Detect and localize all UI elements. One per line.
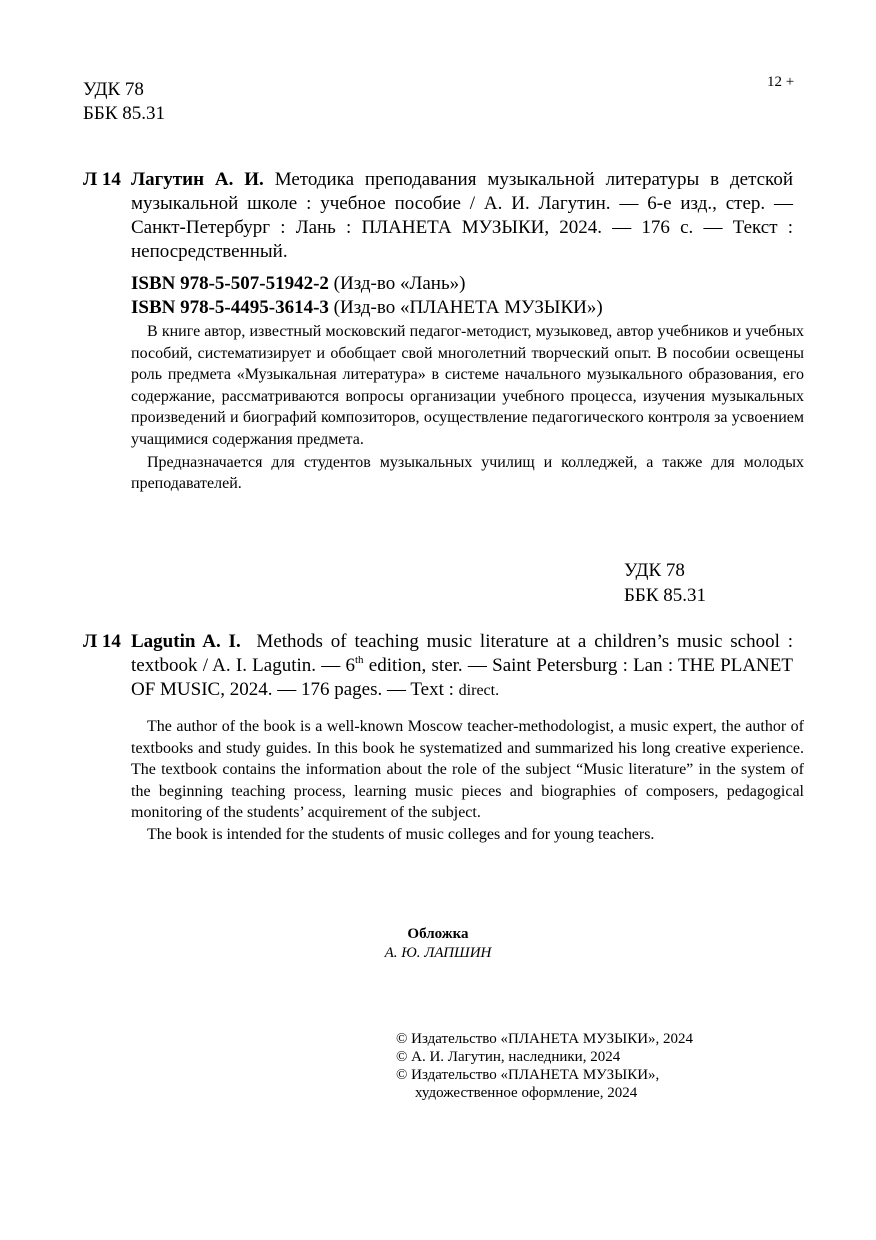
copyright-line: © А. И. Лагутин, наследники, 2024 xyxy=(396,1049,621,1065)
en-bibliographic-entry xyxy=(83,630,793,703)
isbn-number: ISBN 978-5-507-51942-2 xyxy=(131,273,329,294)
age-rating: 12 + xyxy=(767,74,795,90)
copyright-line: художественное оформление, 2024 xyxy=(415,1085,638,1101)
en-entry-text-continued: edition, ster. — Saint Petersburg : Lan : THE PLANET OF MUSIC, 2024. — 176 pages. — Text : xyxy=(131,655,793,700)
en-entry-code: Л 14 xyxy=(83,631,121,652)
en-annotation-paragraph: The author of the book is a well-known Moscow teacher-methodologist, a music expert, the author of textbooks and study guides. In this book he systematized and summarized his long creative experience. The textbook contains the information about the role of the subject “Music literature” in the system of the beginning teaching process, learning music pieces and biographies of composers, pedagogical monitoring of the students’ acquirement of the subject. xyxy=(131,718,804,822)
bbk-code: ББК 85.31 xyxy=(624,585,706,606)
isbn-line-2 xyxy=(131,296,603,320)
copyright-line: © Издательство «ПЛАНЕТА МУЗЫКИ», xyxy=(396,1067,660,1083)
en-annotation xyxy=(131,716,804,846)
en-entry-body xyxy=(131,630,793,703)
isbn-publisher: (Изд-во «Лань») xyxy=(333,273,466,294)
edition-superscript: th xyxy=(355,654,364,666)
ru-entry-body xyxy=(131,168,793,264)
en-entry-text: Methods of teaching music literature at a children’s music school : textbook / A. I. Lagutin. — 6 xyxy=(131,631,793,676)
ru-annotation-paragraph: В книге автор, известный московский педагог-методист, музыковед, автор учебников и учебных пособий, систематизирует и обобщает свой многолетний творческий опыт. В пособии освещены роль предмета «Музыкальная литература» в системе начального музыкального образования, его содержание, рассматриваются вопросы организации учебного процесса, изучения музыкальных произведений и биографий композиторов, осуществление педагогического контроля за усвоением учащимися содержания предмета. xyxy=(131,323,804,448)
bbk-code: ББК 85.31 xyxy=(83,103,165,124)
en-entry-author: Lagutin A. I. xyxy=(131,631,241,652)
ru-entry-code: Л 14 xyxy=(83,169,121,190)
ru-entry-author: Лагутин А. И. xyxy=(131,169,264,190)
en-annotation-paragraph: The book is intended for the students of music colleges and for young teachers. xyxy=(147,825,655,843)
ru-bibliographic-entry xyxy=(83,168,793,264)
en-udk-bbk-block xyxy=(624,558,706,608)
isbn-publisher: (Изд-во «ПЛАНЕТА МУЗЫКИ») xyxy=(333,297,603,318)
udk-bbk-block xyxy=(83,78,165,126)
ru-annotation xyxy=(131,321,804,495)
udk-code: УДК 78 xyxy=(624,560,685,581)
ru-annotation-paragraph: Предназначается для студентов музыкальных училищ и колледжей, а также для молодых преподавателей. xyxy=(131,453,804,493)
copyright-line: © Издательство «ПЛАНЕТА МУЗЫКИ», 2024 xyxy=(396,1031,694,1047)
en-entry-text-tail: direct. xyxy=(458,682,500,699)
udk-code: УДК 78 xyxy=(83,79,144,100)
ru-entry-text: Методика преподавания музыкальной литературы в детской музыкальной школе : учебное пособие / А. И. Лагутин. — 6-е изд., стер. — Санкт-Петербург : Лань : ПЛАНЕТА МУЗЫКИ, 2024. — 176 с. — Текст : непосредственный. xyxy=(131,169,793,262)
isbn-number: ISBN 978-5-4495-3614-3 xyxy=(131,297,329,318)
copyright-block xyxy=(396,1030,693,1102)
isbn-line-1 xyxy=(131,272,465,296)
cover-credit-title: Обложка xyxy=(407,926,469,942)
cover-credit-artist: А. Ю. ЛАПШИН xyxy=(384,945,492,961)
